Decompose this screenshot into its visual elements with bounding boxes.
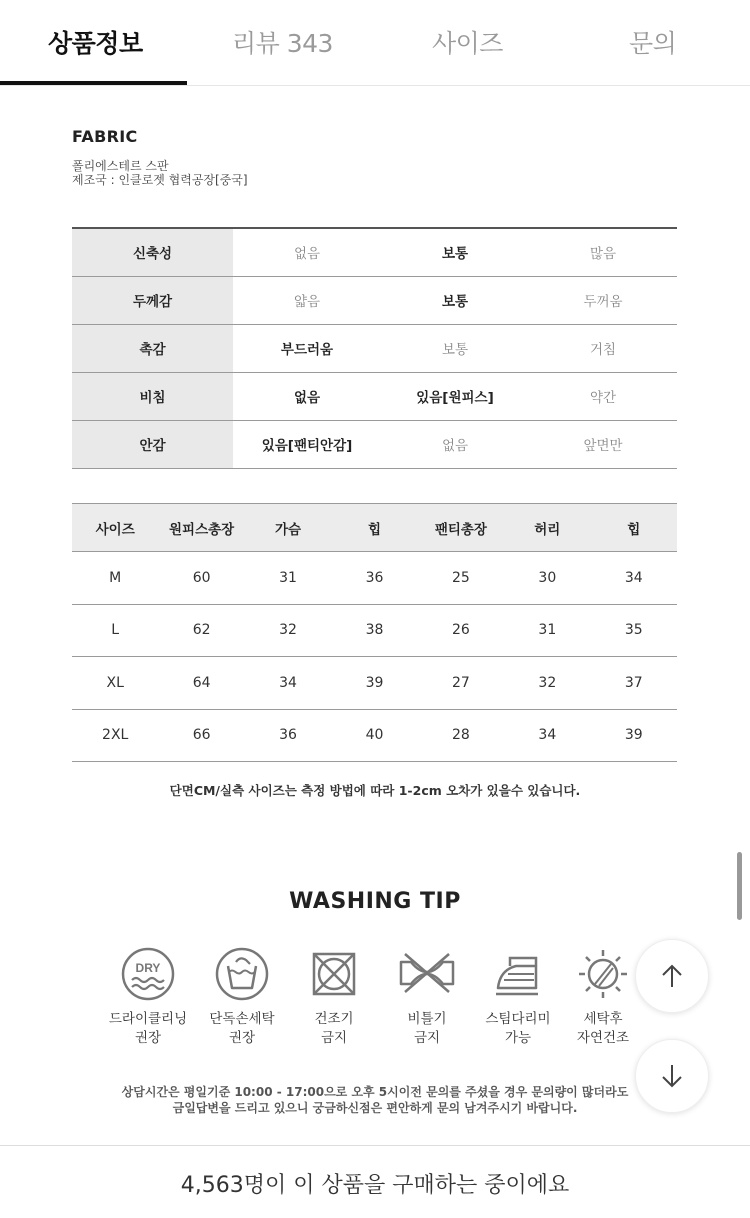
size-cell: 40 [331,709,417,762]
purchase-status-text: 4,563명이 이 상품을 구매하는 중이에요 [180,1173,570,1198]
size-note: 단면CM/실측 사이즈는 측정 방법에 따라 1-2cm 오차가 있을수 있습니다. [169,783,581,798]
natural-dry-icon [573,946,633,1002]
property-option: 거침 [529,324,677,372]
size-row [72,552,677,605]
property-option: 앞면만 [529,420,677,468]
size-cell: 27 [418,657,504,710]
purchase-status-bar [0,1145,750,1218]
size-header-cell: 힙 [331,504,417,552]
property-option: 보통 [381,324,529,372]
active-tab-indicator [0,81,187,85]
property-label: 촉감 [72,324,233,372]
size-header-cell: 힙 [591,504,677,552]
wash-label-line1: 드라이클리닝 [108,1011,188,1027]
property-option: 없음 [381,420,529,468]
property-option: 보통 [381,276,529,324]
wash-item-hand-wash [194,946,290,1048]
wash-item-no-tumble-dry [286,946,382,1048]
size-cell: 36 [245,709,331,762]
property-option: 있음[원피스] [381,372,529,420]
wash-item-dry-clean [100,946,196,1048]
size-cell: 64 [158,657,244,710]
size-cell: 35 [591,604,677,657]
property-option: 있음[팬티안감] [233,420,381,468]
size-cell: 32 [504,657,590,710]
consult-line-1: 상담시간은 평일기준 10:00 - 17:00으로 오후 5시이전 문의를 주셨을 경우 문의량이 많더라도 [121,1085,629,1099]
size-cell: 34 [591,552,677,605]
tab-product-info[interactable]: 상품정보 [48,29,143,58]
size-cell: 62 [158,604,244,657]
tab-size[interactable]: 사이즈 [432,29,503,58]
size-cell: XL [72,657,158,710]
fabric-title: FABRIC [72,127,138,146]
property-row [72,276,677,324]
arrow-down-icon [658,1062,686,1090]
scrollbar-thumb[interactable] [737,852,742,920]
size-cell: 32 [245,604,331,657]
size-header-cell: 원피스총장 [158,504,244,552]
size-cell: L [72,604,158,657]
consult-line-2: 금일답변을 드리고 있으니 궁금하신점은 편안하게 문의 남겨주시기 바랍니다. [172,1101,578,1115]
size-cell: 39 [591,709,677,762]
property-option: 얇음 [233,276,381,324]
size-cell: 34 [245,657,331,710]
fabric-properties-table [72,227,677,469]
no-tumble-dry-icon [306,946,362,1002]
size-header-cell: 허리 [504,504,590,552]
size-table [72,503,677,762]
wash-item-natural-dry [555,946,651,1048]
scroll-bottom-button[interactable] [635,1039,709,1113]
size-cell: 39 [331,657,417,710]
property-label: 두께감 [72,276,233,324]
dry-clean-icon [120,946,176,1002]
property-row [72,420,677,468]
size-cell: 28 [418,709,504,762]
size-row [72,604,677,657]
wash-label-line1: 비틀기 [407,1011,447,1027]
wash-label-line1: 건조기 [314,1011,354,1027]
property-label: 신축성 [72,228,233,276]
fabric-origin: 제조국 : 인클로젯 협력공장[중국] [72,173,248,187]
wash-item-no-wring [379,946,475,1048]
dry-label: DRY [135,961,161,975]
size-cell: 36 [331,552,417,605]
size-row [72,709,677,762]
size-header-cell: 가슴 [245,504,331,552]
wash-label-line1: 세탁후 [583,1011,623,1027]
property-label: 안감 [72,420,233,468]
fabric-material: 폴리에스테르 스판 [72,159,169,173]
tab-inquiry[interactable]: 문의 [629,29,677,58]
wash-label-line2: 권장 [134,1030,162,1046]
tab-bar [0,0,750,86]
washing-tip-title: WASHING TIP [289,889,461,914]
size-header-cell: 팬티총장 [418,504,504,552]
size-cell: M [72,552,158,605]
wash-label-line2: 금지 [413,1030,441,1046]
steam-iron-icon [490,946,546,1002]
property-option: 보통 [381,228,529,276]
size-cell: 37 [591,657,677,710]
property-row [72,372,677,420]
size-cell: 31 [245,552,331,605]
property-label: 비침 [72,372,233,420]
wash-label-line2: 권장 [228,1030,256,1046]
size-cell: 60 [158,552,244,605]
arrow-up-icon [658,962,686,990]
wash-label-line2: 자연건조 [576,1030,630,1046]
hand-wash-icon [214,946,270,1002]
property-row [72,324,677,372]
no-wring-icon [397,946,457,1002]
wash-item-steam-iron [470,946,566,1048]
wash-label-line2: 가능 [504,1030,532,1046]
property-option: 많음 [529,228,677,276]
wash-label-line1: 단독손세탁 [209,1011,275,1027]
size-cell: 2XL [72,709,158,762]
size-cell: 66 [158,709,244,762]
property-option: 약간 [529,372,677,420]
size-cell: 31 [504,604,590,657]
scroll-top-button[interactable] [635,939,709,1013]
wash-label-line2: 금지 [320,1030,348,1046]
size-cell: 30 [504,552,590,605]
property-option: 없음 [233,372,381,420]
size-row [72,657,677,710]
property-option: 두꺼움 [529,276,677,324]
property-option: 없음 [233,228,381,276]
property-option: 부드러움 [233,324,381,372]
size-cell: 34 [504,709,590,762]
size-header-cell: 사이즈 [72,504,158,552]
property-row [72,228,677,276]
size-cell: 38 [331,604,417,657]
size-cell: 25 [418,552,504,605]
wash-label-line1: 스팀다리미 [485,1011,551,1027]
tab-reviews[interactable]: 리뷰 343 [232,29,333,58]
size-cell: 26 [418,604,504,657]
